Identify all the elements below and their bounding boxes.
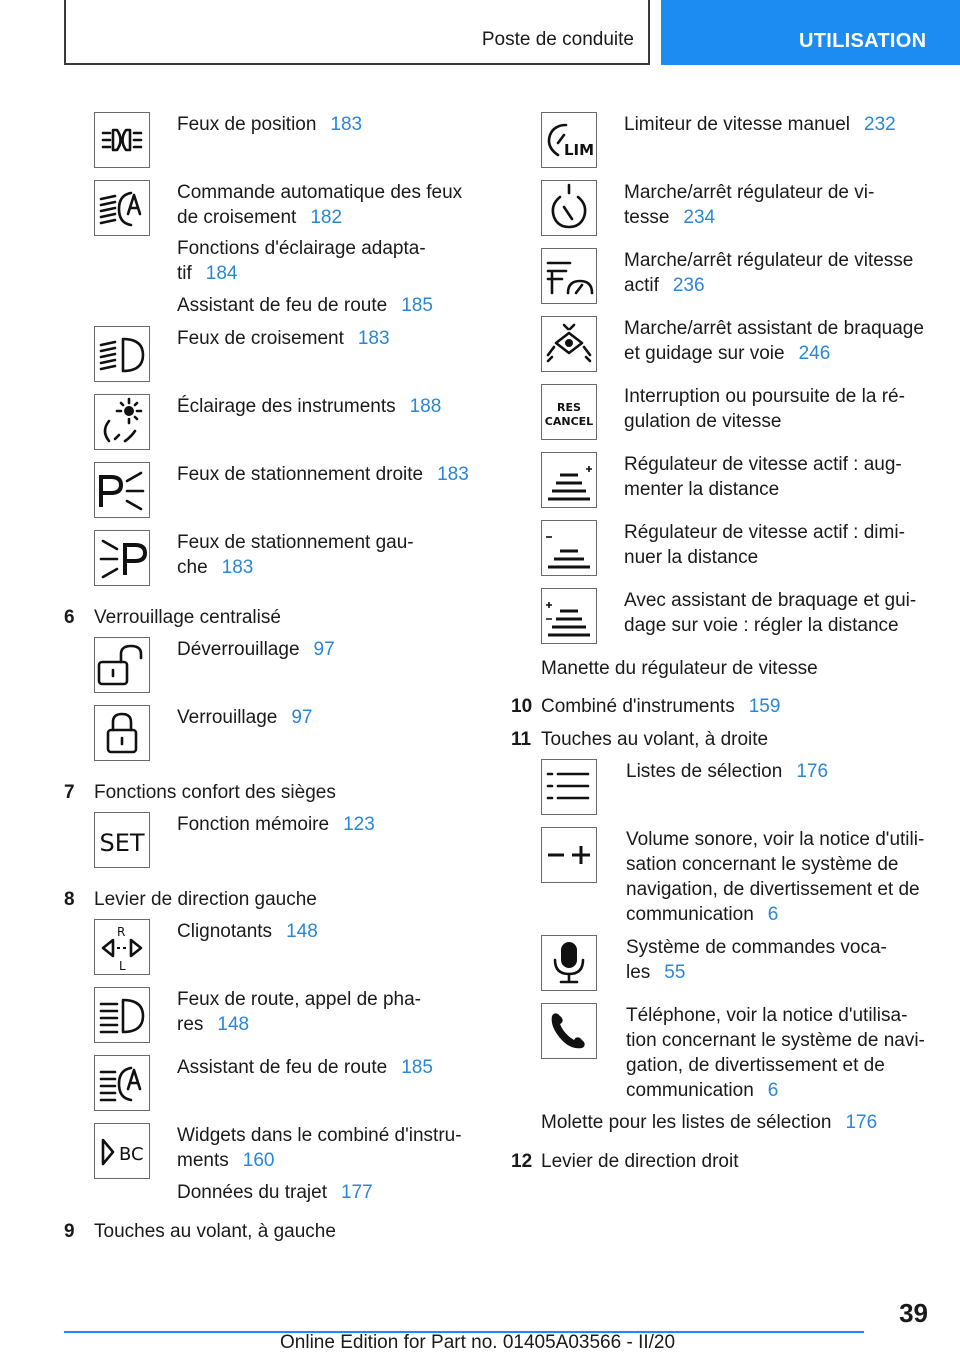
cruise-lever-label xyxy=(541,656,818,681)
section-12-title: Levier de direction droit xyxy=(541,1151,739,1172)
entry-text: dage sur voie : régler la distance xyxy=(624,615,899,636)
bc-icon-graphic xyxy=(95,1124,149,1178)
footer-edition: Online Edition for Part no. 01405A03566 - II/20 xyxy=(280,1332,676,1353)
page-reference-link[interactable]: 55 xyxy=(664,962,686,983)
section-8-entry-3-line xyxy=(177,1123,462,1148)
page-reference-link[interactable]: 160 xyxy=(242,1150,275,1171)
entry-text: Clignotants xyxy=(177,921,273,942)
header-section-box xyxy=(64,0,650,65)
high-beam-assist-icon xyxy=(94,1055,150,1111)
unlock-icon xyxy=(94,637,150,693)
svg-text:L: L xyxy=(119,959,126,973)
page-reference-link[interactable]: 183 xyxy=(330,114,363,135)
entry-text: res xyxy=(177,1014,204,1035)
section-8 xyxy=(94,887,317,912)
section-8-entry-1-line xyxy=(177,1012,421,1037)
entry-text: Déverrouillage xyxy=(177,639,300,660)
section-11-entry-3-line xyxy=(626,1028,925,1053)
page-reference-link[interactable]: 182 xyxy=(310,207,343,228)
right-entry-6 xyxy=(624,520,905,570)
thumbwheel-label xyxy=(541,1110,877,1135)
section-11-entry-2-line xyxy=(626,935,887,960)
section-12-number: 12 xyxy=(511,1151,533,1172)
page-reference-link[interactable]: 123 xyxy=(343,814,375,835)
parking-right-icon-graphic xyxy=(95,463,149,517)
section-11-entry-1-line xyxy=(626,902,924,927)
set-icon-graphic xyxy=(95,813,149,867)
entry-text: de croisement xyxy=(177,207,297,228)
right-entry-0 xyxy=(624,112,896,137)
entry-text: Feux de position xyxy=(177,114,317,135)
entry-text: Volume sonore, voir la notice d'utili- xyxy=(626,829,925,850)
entry-text: Éclairage des instruments xyxy=(177,396,396,417)
page-reference-link[interactable]: 185 xyxy=(401,1057,433,1078)
right-entry-1-line xyxy=(624,205,874,230)
entry-text: Commande automatique des feux xyxy=(177,182,463,203)
left-entry-6-line xyxy=(177,462,469,487)
section-10 xyxy=(541,694,780,719)
section-11 xyxy=(541,727,768,752)
lock-icon xyxy=(94,705,150,761)
svg-text:LIM: LIM xyxy=(564,141,595,159)
right-entry-2-line xyxy=(624,273,913,298)
distance-adjust-icon xyxy=(541,588,597,644)
section-9 xyxy=(94,1219,336,1244)
page-reference-link[interactable]: 177 xyxy=(341,1182,373,1203)
left-entry-7-line xyxy=(177,530,414,555)
section-6-entry-1-line xyxy=(177,705,312,730)
turn-signal-icon xyxy=(94,919,150,975)
left-entry-3-line xyxy=(177,293,433,318)
page-reference-link[interactable]: 236 xyxy=(672,275,705,296)
section-7-title: Fonctions confort des sièges xyxy=(94,782,336,803)
left-entry-2 xyxy=(177,236,426,286)
left-entry-2-line xyxy=(177,261,426,286)
parking-left-icon xyxy=(94,530,150,586)
entry-text: Fonction mémoire xyxy=(177,814,330,835)
section-11-entry-3 xyxy=(626,1003,925,1103)
section-6 xyxy=(94,605,281,630)
left-entry-5 xyxy=(177,394,441,419)
section-6-number: 6 xyxy=(64,607,75,628)
left-entry-2-line xyxy=(177,236,426,261)
section-8-entry-1-line xyxy=(177,987,421,1012)
section-8-entry-4-line xyxy=(177,1180,373,1205)
section-10-title: Combiné d'instruments xyxy=(541,696,735,717)
section-11-title: Touches au volant, à droite xyxy=(541,729,769,750)
entry-text: Assistant de feu de route xyxy=(177,295,388,316)
instrument-lighting-icon-graphic xyxy=(95,395,149,449)
entry-text: gulation de vitesse xyxy=(624,411,782,432)
entry-text: che xyxy=(177,557,208,578)
active-cruise-icon xyxy=(541,248,597,304)
entry-text: tion concernant le système de navi- xyxy=(626,1030,925,1051)
section-8-entry-2 xyxy=(177,1055,433,1080)
right-entry-7-line xyxy=(624,613,916,638)
left-entry-6 xyxy=(177,462,469,487)
section-9-title: Touches au volant, à gauche xyxy=(94,1221,336,1242)
section-11-entry-0-line xyxy=(626,759,828,784)
page-reference-link[interactable]: 246 xyxy=(798,343,831,364)
entry-text: communication xyxy=(626,904,754,925)
right-entry-6-line xyxy=(624,520,905,545)
entry-text: Données du trajet xyxy=(177,1182,327,1203)
entry-text: communication xyxy=(626,1080,754,1101)
high-beam-icon-graphic xyxy=(95,988,149,1042)
distance-minus-icon xyxy=(541,520,597,576)
section-8-entry-3 xyxy=(177,1123,462,1173)
page-reference-link[interactable]: 234 xyxy=(683,207,716,228)
res-cancel-icon xyxy=(541,384,597,440)
section-6-entry-0 xyxy=(177,637,335,662)
cruise-control-icon xyxy=(541,180,597,236)
speed-limiter-icon xyxy=(541,112,597,168)
left-entry-0 xyxy=(177,112,362,137)
right-entry-1-line xyxy=(624,180,874,205)
entry-text: actif xyxy=(624,275,659,296)
section-8-number: 8 xyxy=(64,889,75,910)
section-7-number: 7 xyxy=(64,782,75,803)
set-icon xyxy=(94,812,150,868)
left-entry-7-line xyxy=(177,555,414,580)
right-entry-4-line xyxy=(624,384,905,409)
low-beam-icon-graphic xyxy=(95,327,149,381)
section-9-number: 9 xyxy=(64,1221,75,1242)
section-8-entry-0-line xyxy=(177,919,318,944)
section-10-number: 10 xyxy=(511,696,533,717)
entry-text: Widgets dans le combiné d'instru- xyxy=(177,1125,462,1146)
entry-text: Marche/arrêt assistant de braquage xyxy=(624,318,924,339)
distance-plus-icon-graphic xyxy=(542,453,596,507)
page-reference-link[interactable]: 183 xyxy=(437,464,469,485)
section-8-entry-1 xyxy=(177,987,421,1037)
entry-text: Téléphone, voir la notice d'utilisa- xyxy=(626,1005,908,1026)
page-reference-link[interactable]: 188 xyxy=(409,396,442,417)
section-11-entry-2 xyxy=(626,935,887,985)
volume-icon-graphic xyxy=(542,828,596,882)
steering-assist-icon-graphic xyxy=(542,317,596,371)
right-entry-5-line xyxy=(624,477,902,502)
page-reference-link[interactable]: 183 xyxy=(221,557,254,578)
right-entry-7 xyxy=(624,588,916,638)
entry-text: Régulateur de vitesse actif : dimi- xyxy=(624,522,905,543)
page-reference-link[interactable]: 97 xyxy=(313,639,335,660)
left-entry-1-line xyxy=(177,205,462,230)
entry-text: ments xyxy=(177,1150,229,1171)
section-6-entry-1 xyxy=(177,705,312,730)
entry-text: navigation, de divertissement et de xyxy=(626,879,920,900)
parking-lights-icon xyxy=(94,112,150,168)
active-cruise-icon-graphic xyxy=(542,249,596,303)
entry-text: Avec assistant de braquage et gui- xyxy=(624,590,917,611)
microphone-icon-graphic xyxy=(542,936,596,990)
page-reference-link[interactable]: 148 xyxy=(286,921,318,942)
high-beam-assist-icon-graphic xyxy=(95,1056,149,1110)
section-11-number: 11 xyxy=(511,729,532,750)
page-reference-link[interactable]: 184 xyxy=(205,263,238,284)
parking-lights-icon-graphic xyxy=(95,113,149,167)
instrument-lighting-icon xyxy=(94,394,150,450)
entry-text: et guidage sur voie xyxy=(624,343,785,364)
entry-text: tesse xyxy=(624,207,670,228)
entry-text: sation concernant le système de xyxy=(626,854,899,875)
section-11-entry-3-line xyxy=(626,1078,925,1103)
turn-signal-icon-graphic xyxy=(95,920,149,974)
right-entry-5-line xyxy=(624,452,902,477)
distance-plus-icon xyxy=(541,452,597,508)
volume-icon xyxy=(541,827,597,883)
entry-text: nuer la distance xyxy=(624,547,759,568)
page-reference-link[interactable]: 6 xyxy=(767,904,779,925)
right-entry-1 xyxy=(624,180,874,230)
page-reference-link[interactable]: 176 xyxy=(845,1112,878,1133)
page-reference-link[interactable]: 183 xyxy=(357,328,390,349)
right-entry-3-line xyxy=(624,316,924,341)
unlock-icon-graphic xyxy=(95,638,149,692)
entry-text: Marche/arrêt régulateur de vitesse xyxy=(624,250,914,271)
section-7-entry-0-line xyxy=(177,812,375,837)
page-number: 39 xyxy=(899,1298,928,1328)
left-entry-5-line xyxy=(177,394,441,419)
speed-limiter-icon-graphic xyxy=(542,113,596,167)
res-cancel-icon-graphic xyxy=(542,385,596,439)
entry-text: Verrouillage xyxy=(177,707,278,728)
page-reference-link[interactable]: 159 xyxy=(748,696,781,717)
entry-text: Feux de stationnement droite xyxy=(177,464,424,485)
svg-text:R: R xyxy=(117,925,126,939)
section-12 xyxy=(541,1149,739,1174)
right-entry-4-line xyxy=(624,409,905,434)
section-7-entry-0 xyxy=(177,812,375,837)
section-11-entry-2-line xyxy=(626,960,887,985)
svg-text:SET: SET xyxy=(99,829,145,857)
list-icon-graphic xyxy=(542,760,596,814)
entry-text: Marche/arrêt régulateur de vi- xyxy=(624,182,875,203)
bc-icon xyxy=(94,1123,150,1179)
phone-icon-graphic xyxy=(542,1004,596,1058)
entry-text: tif xyxy=(177,263,192,284)
cruise-control-icon-graphic xyxy=(542,181,596,235)
auto-low-beam-icon xyxy=(94,180,150,236)
right-entry-2 xyxy=(624,248,913,298)
section-6-entry-0-line xyxy=(177,637,335,662)
parking-right-icon xyxy=(94,462,150,518)
section-8-entry-3-line xyxy=(177,1148,462,1173)
section-11-entry-0 xyxy=(626,759,828,784)
section-11-entry-1-line xyxy=(626,852,924,877)
right-entry-5 xyxy=(624,452,902,502)
left-entry-1 xyxy=(177,180,462,230)
low-beam-icon xyxy=(94,326,150,382)
entry-text: Feux de stationnement gau- xyxy=(177,532,414,553)
right-entry-6-line xyxy=(624,545,905,570)
section-11-entry-3-line xyxy=(626,1003,925,1028)
microphone-icon xyxy=(541,935,597,991)
entry-text: menter la distance xyxy=(624,479,780,500)
entry-text: Interruption ou poursuite de la ré- xyxy=(624,386,905,407)
list-icon xyxy=(541,759,597,815)
svg-text:CANCEL: CANCEL xyxy=(544,415,594,428)
right-entry-3-line xyxy=(624,341,924,366)
section-11-entry-1-line xyxy=(626,877,924,902)
section-7 xyxy=(94,780,336,805)
right-entry-4 xyxy=(624,384,905,434)
steering-assist-icon xyxy=(541,316,597,372)
right-entry-7-line xyxy=(624,588,916,613)
page-reference-link[interactable]: 232 xyxy=(864,114,896,135)
left-entry-0-line xyxy=(177,112,362,137)
high-beam-icon xyxy=(94,987,150,1043)
entry-text: gation, de divertissement et de xyxy=(626,1055,885,1076)
entry-text: Limiteur de vitesse manuel xyxy=(624,114,850,135)
phone-icon xyxy=(541,1003,597,1059)
section-8-entry-0 xyxy=(177,919,318,944)
left-entry-7 xyxy=(177,530,414,580)
header-chapter-tab xyxy=(661,0,960,65)
page-reference-link[interactable]: 148 xyxy=(217,1014,250,1035)
cruise-lever-label-text: Manette du régulateur de vitesse xyxy=(541,658,818,679)
left-entry-3 xyxy=(177,293,433,318)
page-reference-link[interactable]: 97 xyxy=(291,707,313,728)
section-6-title: Verrouillage centralisé xyxy=(94,607,281,628)
left-entry-4 xyxy=(177,326,390,351)
page-reference-link[interactable]: 185 xyxy=(401,295,433,316)
svg-text:RES: RES xyxy=(557,401,581,414)
page-reference-link[interactable]: 6 xyxy=(767,1080,779,1101)
entry-text: Feux de route, appel de pha- xyxy=(177,989,422,1010)
entry-text: Assistant de feu de route xyxy=(177,1057,388,1078)
entry-text: Listes de sélection xyxy=(626,761,783,782)
right-entry-0-line xyxy=(624,112,896,137)
right-entry-2-line xyxy=(624,248,913,273)
section-11-entry-3-line xyxy=(626,1053,925,1078)
entry-text: les xyxy=(626,962,651,983)
section-8-title: Levier de direction gauche xyxy=(94,889,317,910)
header-chapter-label: UTILISATION xyxy=(799,30,927,52)
svg-text:BC: BC xyxy=(119,1144,144,1165)
header-section-title: Poste de conduite xyxy=(481,29,634,50)
thumbwheel-label-text: Molette pour les listes de sélection xyxy=(541,1112,832,1133)
distance-minus-icon-graphic xyxy=(542,521,596,575)
entry-text: Fonctions d'éclairage adapta- xyxy=(177,238,426,259)
left-entry-4-line xyxy=(177,326,390,351)
section-8-entry-4 xyxy=(177,1180,373,1205)
section-8-entry-2-line xyxy=(177,1055,433,1080)
entry-text: Régulateur de vitesse actif : aug- xyxy=(624,454,902,475)
section-11-entry-1 xyxy=(626,827,924,927)
entry-text: Système de commandes voca- xyxy=(626,937,887,958)
lock-icon-graphic xyxy=(95,706,149,760)
parking-left-icon-graphic xyxy=(95,531,149,585)
section-11-entry-1-line xyxy=(626,827,924,852)
auto-low-beam-icon-graphic xyxy=(95,181,149,235)
entry-text: Feux de croisement xyxy=(177,328,344,349)
page-reference-link[interactable]: 176 xyxy=(796,761,829,782)
left-entry-1-line xyxy=(177,180,462,205)
right-entry-3 xyxy=(624,316,924,366)
distance-adjust-icon-graphic xyxy=(542,589,596,643)
